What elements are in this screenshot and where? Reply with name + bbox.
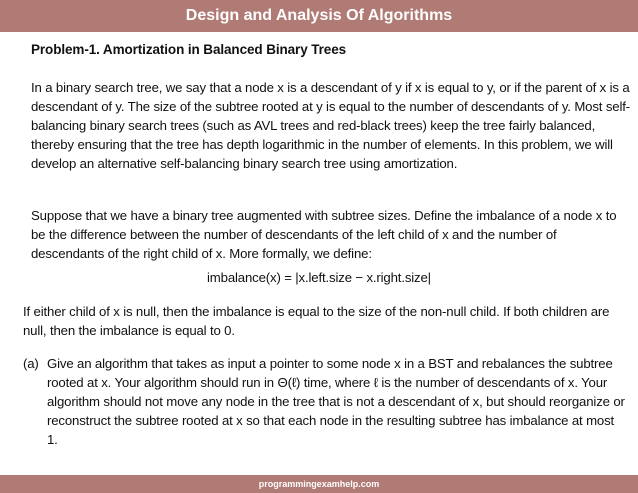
part-a-text: Give an algorithm that takes as input a pointer to some node x in a BST and rebalances the subtree rooted at x. Your algorithm should run in Θ(ℓ) time, where ℓ is the number of descendants of x. Your algorithm should not move any node in the tree that is not a descendant of x, but should reorganize or reconstruct the subtree rooted at x so that each node in the resulting subtree has imbalance at most 1.: [47, 356, 625, 447]
slide-content: [0, 32, 638, 466]
imbalance-formula: imbalance(x) = |x.left.size − x.right.size|: [207, 270, 431, 285]
footer-bar: [0, 475, 638, 493]
paragraph-definitions: In a binary search tree, we say that a node x is a descendant of y if x is equal to y, or if the parent of x is a descendant of y. The size of the subtree rooted at y is equal to the number of descendants of y. Most self-balancing binary search trees (such as AVL trees and red-black trees) keep the tree fairly balanced, thereby ensuring that the tree has depth logarithmic in the number of elements. In this problem, we will develop an alternative self-balancing binary search tree using amortization.: [31, 80, 630, 171]
part-a-item: [23, 354, 628, 449]
header-title: Design and Analysis Of Algorithms: [185, 7, 453, 24]
header-bar: [0, 0, 638, 32]
problem-heading: Problem-1. Amortization in Balanced Binary Trees: [31, 42, 347, 57]
paragraph-null-children: If either child of x is null, then the imbalance is equal to the size of the non-null child. If both children are null, then the imbalance is equal to 0.: [23, 304, 610, 338]
paragraph-imbalance: Suppose that we have a binary tree augmented with subtree sizes. Define the imbalance of a node x to be the difference between the number of descendants of the left child of x and the number of descendants of the right child of x. More formally, we define:: [31, 208, 617, 261]
footer-site: programmingexamhelp.com: [258, 479, 380, 489]
part-a-label: (a): [23, 356, 39, 371]
